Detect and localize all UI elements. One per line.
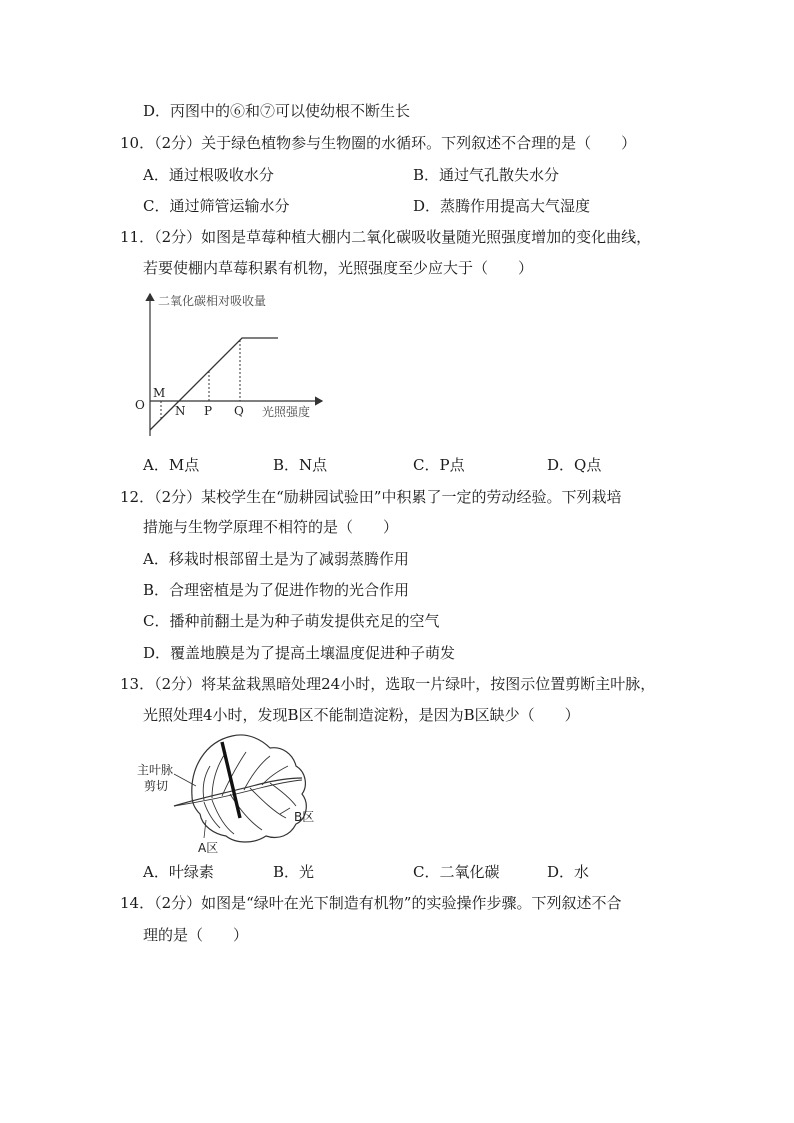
q11-origin-label: O bbox=[135, 398, 145, 412]
q11-x-label: 光照强度 bbox=[262, 405, 311, 419]
q13-option-d: D．水 bbox=[547, 863, 590, 881]
q12-stem-line1: 12．（2分）某校学生在“励耕园试验田”中积累了一定的劳动经验。下列栽培 bbox=[120, 488, 622, 506]
q13-label-a: A区 bbox=[198, 841, 219, 855]
q13-option-a: A．叶绿素 bbox=[143, 863, 214, 881]
q11-point-n: N bbox=[175, 404, 186, 418]
q10-option-a: A．通过根吸收水分 bbox=[143, 166, 274, 184]
q11-option-d: D．Q点 bbox=[547, 456, 602, 474]
q14-stem-line2: 理的是（ ） bbox=[143, 926, 249, 944]
q10-option-b: B．通过气孔散失水分 bbox=[413, 166, 560, 184]
q11-stem-line2: 若要使棚内草莓积累有机物，光照强度至少应大于（ ） bbox=[143, 259, 534, 277]
q13-label-b: B区 bbox=[294, 810, 315, 824]
q13-leaf-figure bbox=[130, 728, 330, 856]
q11-point-q: Q bbox=[234, 404, 244, 418]
q11-point-m: M bbox=[153, 386, 166, 400]
q13-stem-line2: 光照处理4小时，发现B区不能制造淀粉，是因为B区缺少（ ） bbox=[143, 706, 580, 724]
q13-option-b: B．光 bbox=[273, 863, 315, 881]
q13-option-c: C．二氧化碳 bbox=[413, 863, 500, 881]
q11-option-c: C．P点 bbox=[413, 456, 465, 474]
q10-option-d: D．蒸腾作用提高大气湿度 bbox=[413, 197, 591, 215]
q11-stem-line1: 11．（2分）如图是草莓种植大棚内二氧化碳吸收量随光照强度增加的变化曲线， bbox=[120, 228, 652, 246]
q12-option-b: B．合理密植是为了促进作物的光合作用 bbox=[143, 581, 410, 599]
q11-point-p: P bbox=[204, 404, 213, 418]
q11-option-b: B．N点 bbox=[273, 456, 328, 474]
q11-option-a: A．M点 bbox=[143, 456, 200, 474]
q12-option-a: A．移栽时根部留土是为了减弱蒸腾作用 bbox=[143, 550, 409, 568]
q10-stem: 10．（2分）关于绿色植物参与生物圈的水循环。下列叙述不合理的是（ ） bbox=[120, 134, 637, 152]
q13-stem-line1: 13．（2分）将某盆栽黑暗处理24小时，选取一片绿叶，按图示位置剪断主叶脉， bbox=[120, 675, 656, 693]
q11-curve bbox=[150, 338, 278, 430]
q9-option-d: D．丙图中的⑥和⑦可以使幼根不断生长 bbox=[143, 102, 411, 120]
q13-label-main-vein: 主叶脉 bbox=[137, 763, 174, 777]
q13-leaf-outline bbox=[192, 735, 306, 842]
q12-option-d: D．覆盖地膜是为了提高土壤温度促进种子萌发 bbox=[143, 644, 456, 662]
q11-y-label: 二氧化碳相对吸收量 bbox=[158, 294, 267, 308]
q10-option-c: C．通过筛管运输水分 bbox=[143, 197, 290, 215]
q11-co2-curve-figure bbox=[130, 288, 330, 438]
q14-stem-line1: 14．（2分）如图是“绿叶在光下制造有机物”的实验操作步骤。下列叙述不合 bbox=[120, 894, 622, 912]
q12-stem-line2: 措施与生物学原理不相符的是（ ） bbox=[143, 518, 399, 536]
q13-label-cut: 剪切 bbox=[144, 779, 169, 793]
q12-option-c: C．播种前翻土是为种子萌发提供充足的空气 bbox=[143, 612, 440, 630]
